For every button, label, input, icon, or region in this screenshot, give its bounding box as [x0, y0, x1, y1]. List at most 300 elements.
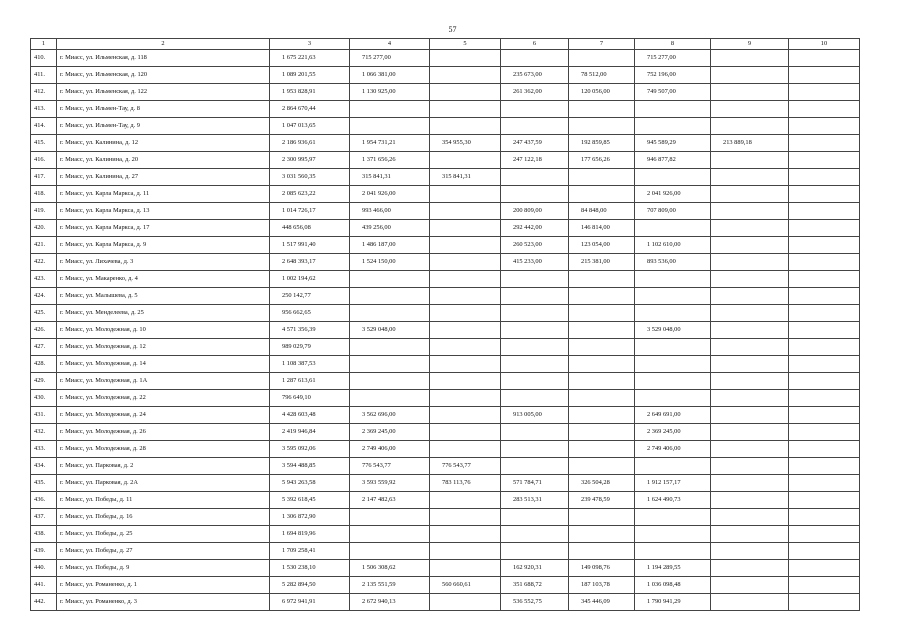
- amount-cell: [350, 390, 430, 407]
- column-header: 9: [711, 39, 789, 50]
- amount-cell: [430, 356, 501, 373]
- amount-cell: [501, 509, 569, 526]
- amount-cell: 235 673,00: [501, 67, 569, 84]
- amount-cell: [501, 288, 569, 305]
- amount-cell: 2 041 926,00: [350, 186, 430, 203]
- table-row: [31, 526, 860, 543]
- amount-cell: 796 649,10: [270, 390, 350, 407]
- address-cell: г. Миасс, ул. Молодежная, д. 26: [57, 424, 270, 441]
- table-row: [31, 118, 860, 135]
- amount-cell: 1 694 819,96: [270, 526, 350, 543]
- row-number: 415.: [31, 135, 57, 152]
- row-number: 417.: [31, 169, 57, 186]
- address-cell: г. Миасс, ул. Калинина, д. 27: [57, 169, 270, 186]
- amount-cell: [711, 118, 789, 135]
- amount-cell: 913 005,00: [501, 407, 569, 424]
- column-header: 8: [635, 39, 711, 50]
- amount-cell: [789, 101, 860, 118]
- table-row: [31, 254, 860, 271]
- table-row: [31, 203, 860, 220]
- amount-cell: 1 102 610,00: [635, 237, 711, 254]
- amount-cell: [569, 407, 635, 424]
- amount-cell: [569, 458, 635, 475]
- address-cell: г. Миасс, ул. Калинина, д. 20: [57, 152, 270, 169]
- amount-cell: 707 809,00: [635, 203, 711, 220]
- address-cell: г. Миасс, ул. Молодежная, д. 1А: [57, 373, 270, 390]
- amount-cell: 2 041 926,00: [635, 186, 711, 203]
- table-row: [31, 339, 860, 356]
- amount-cell: [711, 101, 789, 118]
- row-number: 441.: [31, 577, 57, 594]
- amount-cell: [711, 526, 789, 543]
- amount-cell: 4 428 603,48: [270, 407, 350, 424]
- amount-cell: [789, 50, 860, 67]
- amount-cell: [789, 424, 860, 441]
- amount-cell: 749 507,00: [635, 84, 711, 101]
- amount-cell: 3 529 048,00: [635, 322, 711, 339]
- amount-cell: 123 054,00: [569, 237, 635, 254]
- row-number: 414.: [31, 118, 57, 135]
- amount-cell: [789, 220, 860, 237]
- amount-cell: [350, 526, 430, 543]
- amount-cell: 239 478,59: [569, 492, 635, 509]
- amount-cell: [711, 288, 789, 305]
- amount-cell: 177 656,26: [569, 152, 635, 169]
- amount-cell: 3 594 488,85: [270, 458, 350, 475]
- amount-cell: 571 784,71: [501, 475, 569, 492]
- amount-cell: [711, 169, 789, 186]
- address-cell: г. Миасс, ул. Молодежная, д. 24: [57, 407, 270, 424]
- amount-cell: [350, 356, 430, 373]
- row-number: 425.: [31, 305, 57, 322]
- amount-cell: [635, 271, 711, 288]
- amount-cell: 2 749 406,00: [635, 441, 711, 458]
- amount-cell: [789, 254, 860, 271]
- amount-cell: [635, 220, 711, 237]
- amount-cell: [789, 186, 860, 203]
- table-row: [31, 424, 860, 441]
- amount-cell: 2 300 995,97: [270, 152, 350, 169]
- row-number: 432.: [31, 424, 57, 441]
- amount-cell: [569, 118, 635, 135]
- amount-cell: [711, 441, 789, 458]
- amount-cell: [569, 169, 635, 186]
- amount-cell: 315 841,31: [350, 169, 430, 186]
- amount-cell: 2 186 936,61: [270, 135, 350, 152]
- table-row: [31, 475, 860, 492]
- table-row: [31, 560, 860, 577]
- amount-cell: 1 912 157,17: [635, 475, 711, 492]
- amount-cell: [711, 543, 789, 560]
- amount-cell: [350, 373, 430, 390]
- row-number: 410.: [31, 50, 57, 67]
- amount-cell: [789, 356, 860, 373]
- column-header: 5: [430, 39, 501, 50]
- amount-cell: [789, 407, 860, 424]
- address-cell: г. Миасс, ул. Карла Маркса, д. 11: [57, 186, 270, 203]
- address-cell: г. Миасс, ул. Молодежная, д. 12: [57, 339, 270, 356]
- amount-cell: 2 085 623,22: [270, 186, 350, 203]
- column-header: 3: [270, 39, 350, 50]
- amount-cell: 715 277,00: [350, 50, 430, 67]
- amount-cell: [569, 509, 635, 526]
- amount-cell: [711, 373, 789, 390]
- amount-cell: 261 362,00: [501, 84, 569, 101]
- amount-cell: 1 675 221,63: [270, 50, 350, 67]
- amount-cell: 1 709 258,41: [270, 543, 350, 560]
- amount-cell: 945 589,29: [635, 135, 711, 152]
- column-header: 4: [350, 39, 430, 50]
- address-cell: г. Миасс, ул. Победы, д. 16: [57, 509, 270, 526]
- amount-cell: 162 920,31: [501, 560, 569, 577]
- amount-cell: [711, 84, 789, 101]
- amount-cell: 536 552,75: [501, 594, 569, 611]
- amount-cell: [789, 390, 860, 407]
- amount-cell: [569, 101, 635, 118]
- amount-cell: [789, 373, 860, 390]
- amount-cell: [430, 220, 501, 237]
- data-table: [30, 38, 860, 611]
- amount-cell: 783 113,76: [430, 475, 501, 492]
- table-row: [31, 407, 860, 424]
- amount-cell: [711, 424, 789, 441]
- amount-cell: [789, 152, 860, 169]
- amount-cell: [789, 560, 860, 577]
- row-number: 427.: [31, 339, 57, 356]
- row-number: 428.: [31, 356, 57, 373]
- amount-cell: 200 809,00: [501, 203, 569, 220]
- amount-cell: 2 369 245,00: [350, 424, 430, 441]
- amount-cell: [711, 220, 789, 237]
- amount-cell: 351 688,72: [501, 577, 569, 594]
- amount-cell: 187 103,78: [569, 577, 635, 594]
- amount-cell: [569, 543, 635, 560]
- table-row: [31, 84, 860, 101]
- amount-cell: 1 108 387,53: [270, 356, 350, 373]
- amount-cell: [350, 271, 430, 288]
- table-row: [31, 322, 860, 339]
- amount-cell: 2 419 946,84: [270, 424, 350, 441]
- amount-cell: [430, 237, 501, 254]
- row-number: 431.: [31, 407, 57, 424]
- amount-cell: [711, 305, 789, 322]
- table-row: [31, 458, 860, 475]
- amount-cell: [711, 492, 789, 509]
- amount-cell: [430, 407, 501, 424]
- amount-cell: 345 446,09: [569, 594, 635, 611]
- amount-cell: 989 029,79: [270, 339, 350, 356]
- amount-cell: 146 814,00: [569, 220, 635, 237]
- row-number: 440.: [31, 560, 57, 577]
- amount-cell: 1 089 201,55: [270, 67, 350, 84]
- amount-cell: [430, 322, 501, 339]
- amount-cell: 2 369 245,00: [635, 424, 711, 441]
- amount-cell: [711, 203, 789, 220]
- amount-cell: [430, 118, 501, 135]
- amount-cell: [430, 543, 501, 560]
- amount-cell: [430, 203, 501, 220]
- column-header: 1: [31, 39, 57, 50]
- address-cell: г. Миасс, ул. Ильменская, д. 120: [57, 67, 270, 84]
- amount-cell: [711, 67, 789, 84]
- amount-cell: 715 277,00: [635, 50, 711, 67]
- amount-cell: [430, 186, 501, 203]
- table-row: [31, 594, 860, 611]
- address-cell: г. Миасс, ул. Карла Маркса, д. 13: [57, 203, 270, 220]
- header-row: [31, 39, 860, 50]
- amount-cell: 3 031 560,35: [270, 169, 350, 186]
- amount-cell: [789, 509, 860, 526]
- table-row: [31, 152, 860, 169]
- address-cell: г. Миасс, ул. Парковая, д. 2А: [57, 475, 270, 492]
- amount-cell: 2 649 691,00: [635, 407, 711, 424]
- amount-cell: [711, 152, 789, 169]
- amount-cell: 993 466,00: [350, 203, 430, 220]
- amount-cell: [350, 305, 430, 322]
- amount-cell: [635, 373, 711, 390]
- amount-cell: [430, 373, 501, 390]
- amount-cell: [501, 101, 569, 118]
- address-cell: г. Миасс, ул. Молодежная, д. 10: [57, 322, 270, 339]
- amount-cell: 2 864 670,44: [270, 101, 350, 118]
- amount-cell: [635, 339, 711, 356]
- amount-cell: 2 749 406,00: [350, 441, 430, 458]
- row-number: 421.: [31, 237, 57, 254]
- amount-cell: [569, 288, 635, 305]
- amount-cell: [635, 458, 711, 475]
- amount-cell: 776 543,77: [430, 458, 501, 475]
- amount-cell: [635, 526, 711, 543]
- amount-cell: [501, 526, 569, 543]
- amount-cell: [789, 169, 860, 186]
- address-cell: г. Миасс, ул. Молодежная, д. 14: [57, 356, 270, 373]
- amount-cell: [430, 271, 501, 288]
- amount-cell: 946 877,82: [635, 152, 711, 169]
- amount-cell: 247 122,18: [501, 152, 569, 169]
- amount-cell: [350, 288, 430, 305]
- amount-cell: [711, 339, 789, 356]
- amount-cell: [501, 305, 569, 322]
- amount-cell: [430, 390, 501, 407]
- amount-cell: 354 955,30: [430, 135, 501, 152]
- address-cell: г. Миасс, ул. Победы, д. 11: [57, 492, 270, 509]
- amount-cell: 292 442,00: [501, 220, 569, 237]
- amount-cell: 2 648 393,17: [270, 254, 350, 271]
- table-row: [31, 492, 860, 509]
- amount-cell: [430, 560, 501, 577]
- address-cell: г. Миасс, ул. Малышева, д. 5: [57, 288, 270, 305]
- amount-cell: [350, 101, 430, 118]
- table-row: [31, 135, 860, 152]
- amount-cell: [430, 67, 501, 84]
- amount-cell: [635, 509, 711, 526]
- page-number: 57: [448, 25, 457, 34]
- table-row: [31, 373, 860, 390]
- amount-cell: 1 624 490,73: [635, 492, 711, 509]
- column-header: 10: [789, 39, 860, 50]
- amount-cell: 6 972 941,91: [270, 594, 350, 611]
- amount-cell: [789, 288, 860, 305]
- row-number: 412.: [31, 84, 57, 101]
- column-header: 6: [501, 39, 569, 50]
- address-cell: г. Миасс, ул. Молодежная, д. 22: [57, 390, 270, 407]
- address-cell: г. Миасс, ул. Лихачева, д. 3: [57, 254, 270, 271]
- row-number: 442.: [31, 594, 57, 611]
- amount-cell: [350, 118, 430, 135]
- amount-cell: 326 504,28: [569, 475, 635, 492]
- amount-cell: 448 656,08: [270, 220, 350, 237]
- table-row: [31, 169, 860, 186]
- amount-cell: 2 147 482,63: [350, 492, 430, 509]
- amount-cell: [430, 424, 501, 441]
- table-row: [31, 509, 860, 526]
- amount-cell: [430, 339, 501, 356]
- row-number: 413.: [31, 101, 57, 118]
- amount-cell: [635, 118, 711, 135]
- amount-cell: [501, 373, 569, 390]
- amount-cell: 1 014 726,17: [270, 203, 350, 220]
- amount-cell: [430, 84, 501, 101]
- amount-cell: [569, 373, 635, 390]
- amount-cell: [501, 441, 569, 458]
- amount-cell: 1 002 194,62: [270, 271, 350, 288]
- amount-cell: [430, 288, 501, 305]
- row-number: 437.: [31, 509, 57, 526]
- amount-cell: 1 506 308,62: [350, 560, 430, 577]
- amount-cell: [430, 305, 501, 322]
- table-row: [31, 50, 860, 67]
- amount-cell: [569, 50, 635, 67]
- table-row: [31, 101, 860, 118]
- table-row: [31, 441, 860, 458]
- amount-cell: [789, 339, 860, 356]
- amount-cell: [789, 67, 860, 84]
- amount-cell: 247 437,59: [501, 135, 569, 152]
- amount-cell: 439 256,00: [350, 220, 430, 237]
- amount-cell: [711, 254, 789, 271]
- address-cell: г. Миасс, ул. Ильменская, д. 118: [57, 50, 270, 67]
- amount-cell: [569, 356, 635, 373]
- address-cell: г. Миасс, ул. Карла Маркса, д. 9: [57, 237, 270, 254]
- table-row: [31, 271, 860, 288]
- amount-cell: [711, 271, 789, 288]
- amount-cell: 1 194 289,55: [635, 560, 711, 577]
- amount-cell: [350, 339, 430, 356]
- amount-cell: [789, 237, 860, 254]
- amount-cell: 752 196,00: [635, 67, 711, 84]
- address-cell: г. Миасс, ул. Победы, д. 9: [57, 560, 270, 577]
- amount-cell: 1 517 991,40: [270, 237, 350, 254]
- amount-cell: [430, 441, 501, 458]
- amount-cell: [501, 356, 569, 373]
- amount-cell: 4 571 356,39: [270, 322, 350, 339]
- amount-cell: 5 282 894,50: [270, 577, 350, 594]
- table-row: [31, 288, 860, 305]
- column-header: 7: [569, 39, 635, 50]
- address-cell: г. Миасс, ул. Романенко, д. 3: [57, 594, 270, 611]
- amount-cell: [789, 492, 860, 509]
- row-number: 438.: [31, 526, 57, 543]
- amount-cell: 2 672 940,13: [350, 594, 430, 611]
- amount-cell: 3 595 092,06: [270, 441, 350, 458]
- amount-cell: 213 889,18: [711, 135, 789, 152]
- amount-cell: [635, 356, 711, 373]
- amount-cell: 1 066 381,00: [350, 67, 430, 84]
- amount-cell: [711, 237, 789, 254]
- amount-cell: [711, 356, 789, 373]
- amount-cell: [711, 577, 789, 594]
- row-number: 434.: [31, 458, 57, 475]
- row-number: 433.: [31, 441, 57, 458]
- amount-cell: 956 662,65: [270, 305, 350, 322]
- amount-cell: [635, 101, 711, 118]
- amount-cell: [501, 458, 569, 475]
- amount-cell: 1 954 731,21: [350, 135, 430, 152]
- amount-cell: [569, 390, 635, 407]
- amount-cell: 5 943 263,58: [270, 475, 350, 492]
- column-header: 2: [57, 39, 270, 50]
- amount-cell: [711, 560, 789, 577]
- address-cell: г. Миасс, ул. Молодежная, д. 28: [57, 441, 270, 458]
- row-number: 435.: [31, 475, 57, 492]
- amount-cell: [569, 424, 635, 441]
- amount-cell: 1 306 872,90: [270, 509, 350, 526]
- amount-cell: 1 047 013,65: [270, 118, 350, 135]
- row-number: 423.: [31, 271, 57, 288]
- amount-cell: 3 562 696,00: [350, 407, 430, 424]
- amount-cell: [635, 543, 711, 560]
- row-number: 420.: [31, 220, 57, 237]
- amount-cell: 3 529 048,00: [350, 322, 430, 339]
- amount-cell: 192 859,85: [569, 135, 635, 152]
- amount-cell: [789, 135, 860, 152]
- row-number: 430.: [31, 390, 57, 407]
- amount-cell: [711, 475, 789, 492]
- table-row: [31, 305, 860, 322]
- amount-cell: [569, 441, 635, 458]
- amount-cell: [501, 169, 569, 186]
- address-cell: г. Миасс, ул. Победы, д. 27: [57, 543, 270, 560]
- amount-cell: [569, 186, 635, 203]
- amount-cell: [711, 407, 789, 424]
- address-cell: г. Миасс, ул. Менделеева, д. 25: [57, 305, 270, 322]
- amount-cell: [501, 543, 569, 560]
- row-number: 411.: [31, 67, 57, 84]
- amount-cell: 415 233,00: [501, 254, 569, 271]
- amount-cell: 1 371 656,26: [350, 152, 430, 169]
- amount-cell: [569, 305, 635, 322]
- table-row: [31, 186, 860, 203]
- table-row: [31, 356, 860, 373]
- amount-cell: [501, 118, 569, 135]
- amount-cell: 1 524 150,00: [350, 254, 430, 271]
- address-cell: г. Миасс, ул. Ильмен-Тау, д. 8: [57, 101, 270, 118]
- amount-cell: [501, 424, 569, 441]
- amount-cell: 3 593 559,92: [350, 475, 430, 492]
- address-cell: г. Миасс, ул. Калинина, д. 12: [57, 135, 270, 152]
- amount-cell: 1 486 187,00: [350, 237, 430, 254]
- amount-cell: [789, 271, 860, 288]
- amount-cell: [430, 594, 501, 611]
- amount-cell: [789, 322, 860, 339]
- amount-cell: [569, 322, 635, 339]
- address-cell: г. Миасс, ул. Победы, д. 25: [57, 526, 270, 543]
- amount-cell: [501, 186, 569, 203]
- address-cell: г. Миасс, ул. Макаренко, д. 4: [57, 271, 270, 288]
- amount-cell: 84 848,00: [569, 203, 635, 220]
- row-number: 439.: [31, 543, 57, 560]
- amount-cell: [711, 390, 789, 407]
